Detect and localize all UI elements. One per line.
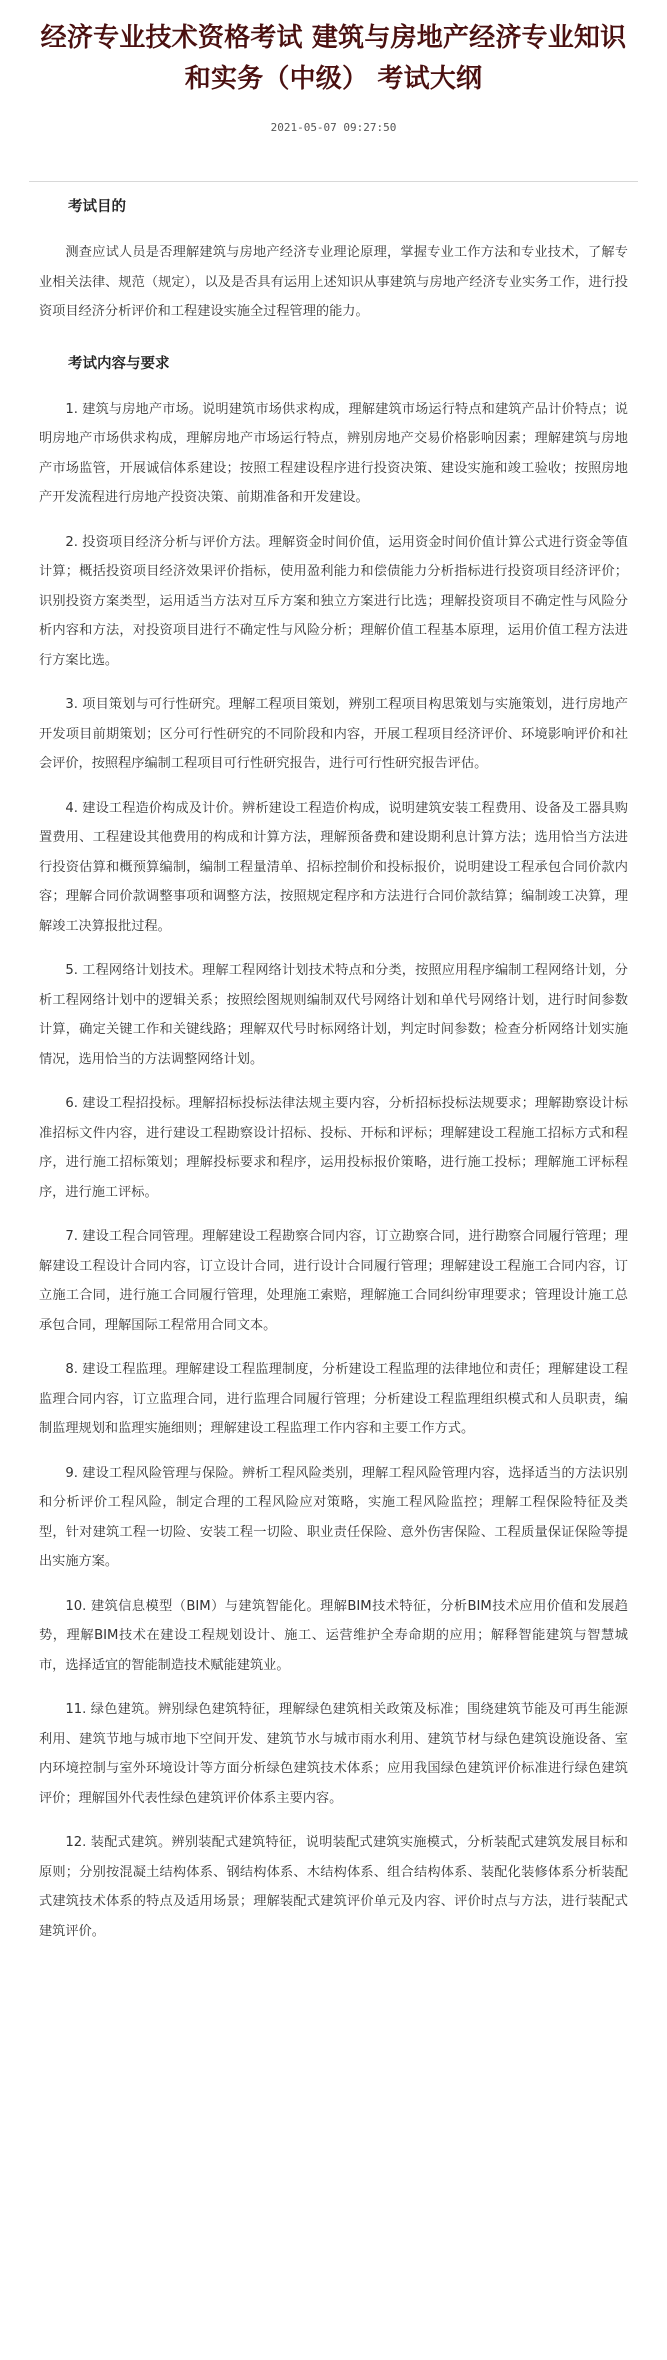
paragraph-item-10: 10. 建筑信息模型（BIM）与建筑智能化。理解BIM技术特征，分析BIM技术应用价值和发展趋势，理解BIM技术在建设工程规划设计、施工、运营维护全寿命期的应用；解释智能建筑与智慧城市，选择适宜的智能制造技术赋能建筑业。 [39,1598,628,1673]
paragraph-item-2: 2. 投资项目经济分析与评价方法。理解资金时间价值，运用资金时间价值计算公式进行资金等值计算；概括投资项目经济效果评价指标，使用盈利能力和偿债能力分析指标进行投资项目经济评价；识别投资方案类型，运用适当方法对互斥方案和独立方案进行比选；理解投资项目不确定性与风险分析内容和方法，对投资项目进行不确定性与风险分析；理解价值工程基本原理，运用价值工程方法进行方案比选。 [39,534,628,668]
page-title: 经济专业技术资格考试 建筑与房地产经济专业知识和实务（中级） 考试大纲 [40,23,627,94]
paragraph-item-6: 6. 建设工程招投标。理解招标投标法律法规主要内容，分析招标投标法规要求；理解勘察设计标准招标文件内容，进行建设工程勘察设计招标、投标、开标和评标；理解建设工程施工招标方式和程序，进行施工招标策划；理解投标要求和程序，运用投标报价策略，进行施工投标；理解施工评标程序，进行施工评标。 [39,1096,628,1200]
paragraph-item-8: 8. 建设工程监理。理解建设工程监理制度，分析建设工程监理的法律地位和责任；理解建设工程监理合同内容，订立监理合同，进行监理合同履行管理；分析建设工程监理组织模式和人员职责，编制监理规划和监理实施细则；理解建设工程监理工作内容和主要工作方式。 [39,1362,628,1436]
article-body [29,182,638,1946]
paragraph-item-5: 5. 工程网络计划技术。理解工程网络计划技术特点和分类，按照应用程序编制工程网络计划，分析工程网络计划中的逻辑关系；按照绘图规则编制双代号网络计划和单代号网络计划，进行时间参数计算，确定关键工作和关键线路；理解双代号时标网络计划，判定时间参数；检查分析网络计划实施情况，选用恰当的方法调整网络计划。 [39,963,628,1067]
paragraph-item-9: 9. 建设工程风险管理与保险。辨析工程风险类别，理解工程风险管理内容，选择适当的方法识别和分析评价工程风险，制定合理的工程风险应对策略，实施工程风险监控；理解工程保险特征及类型，针对建筑工程一切险、安装工程一切险、职业责任保险、意外伤害保险、工程质量保证保险等提出实施方案。 [39,1465,628,1569]
publish-date: 2021-05-07 09:27:50 [270,121,397,134]
paragraph-item-7: 7. 建设工程合同管理。理解建设工程勘察合同内容，订立勘察合同，进行勘察合同履行管理；理解建设工程设计合同内容，订立设计合同，进行设计合同履行管理；理解建设工程施工合同内容，订立施工合同，进行施工合同履行管理，处理施工索赔，理解施工合同纠纷审理要求；管理设计施工总承包合同，理解国际工程常用合同文本。 [39,1229,628,1333]
paragraph-purpose: 测查应试人员是否理解建筑与房地产经济专业理论原理，掌握专业工作方法和专业技术，了解专业相关法律、规范（规定），以及是否具有运用上述知识从事建筑与房地产经济专业实务工作，进行投资项目经济分析评价和工程建设实施全过程管理的能力。 [39,245,628,319]
paragraph-item-12: 12. 装配式建筑。辨别装配式建筑特征，说明装配式建筑实施模式，分析装配式建筑发展目标和原则；分别按混凝土结构体系、钢结构体系、木结构体系、组合结构体系、装配化装修体系分析装配式建筑技术体系的特点及适用场景；理解装配式建筑评价单元及内容、评价时点与方法，进行装配式建筑评价。 [39,1835,628,1939]
paragraph-item-4: 4. 建设工程造价构成及计价。辨析建设工程造价构成，说明建筑安装工程费用、设备及工器具购置费用、工程建设其他费用的构成和计算方法，理解预备费和建设期利息计算方法；选用恰当方法进行投资估算和概预算编制，编制工程量清单、招标控制价和投标报价，说明建设工程承包合同价款内容；理解合同价款调整事项和调整方法，按照规定程序和方法进行合同价款结算；编制竣工决算，理解竣工决算报批过程。 [39,800,628,934]
paragraph-item-11: 11. 绿色建筑。辨别绿色建筑特征，理解绿色建筑相关政策及标准；围绕建筑节能及可再生能源利用、建筑节地与城市地下空间开发、建筑节水与城市雨水利用、建筑节材与绿色建筑设施设备、室内环境控制与室外环境设计等方面分析绿色建筑技术体系；应用我国绿色建筑评价标准进行绿色建筑评价；理解国外代表性绿色建筑评价体系主要内容。 [39,1702,628,1806]
section-heading-purpose: 考试目的 [68,199,126,215]
paragraph-item-1: 1. 建筑与房地产市场。说明建筑市场供求构成，理解建筑市场运行特点和建筑产品计价特点；说明房地产市场供求构成，理解房地产市场运行特点，辨别房地产交易价格影响因素；理解建筑与房地产市场监管，开展诚信体系建设；按照工程建设程序进行投资决策、建设实施和竣工验收；按照房地产开发流程进行房地产投资决策、前期准备和开发建设。 [39,401,628,505]
paragraph-item-3: 3. 项目策划与可行性研究。理解工程项目策划，辨别工程项目构思策划与实施策划，进行房地产开发项目前期策划；区分可行性研究的不同阶段和内容，开展工程项目经济评价、环境影响评价和社会评价，按照程序编制工程项目可行性研究报告，进行可行性研究报告评估。 [39,697,628,771]
section-heading-content: 考试内容与要求 [68,355,170,372]
